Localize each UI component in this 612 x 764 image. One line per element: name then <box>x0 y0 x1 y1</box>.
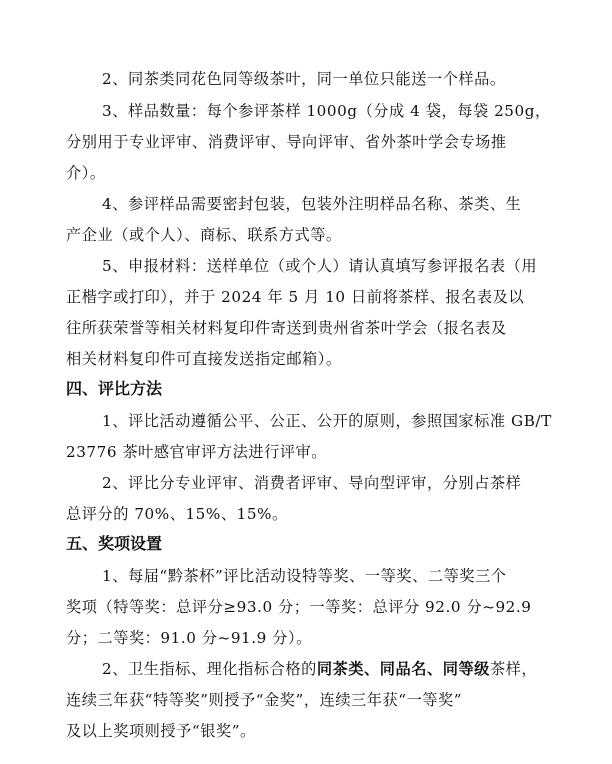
item-5-line-2: 正楷字或打印），并于 2024 年 5 月 10 日前将茶样、报名表及以 <box>66 288 525 306</box>
section-5-heading: 五、奖项设置 <box>66 534 163 553</box>
section-4-item-1-line-2: 23776 茶叶感官审评方法进行评审。 <box>66 443 328 461</box>
section-5-item-2-text-pre: 2、卫生指标、理化指标合格的 <box>102 660 317 678</box>
section-4-item-2-line-2: 总评分的 70%、15%、15%。 <box>66 505 288 523</box>
item-4-line-1: 4、参评样品需要密封包装，包装外注明样品名称、茶类、生 <box>102 195 522 213</box>
item-3-line-1: 3、样品数量：每个参评茶样 1000g（分成 4 袋，每袋 250g， <box>102 102 551 120</box>
section-4-item-2-line-1: 2、评比分专业评审、消费者评审、导向型评审，分别占茶样 <box>102 474 522 492</box>
section-4-heading: 四、评比方法 <box>66 379 163 398</box>
section-4-item-1-line-1: 1、评比活动遵循公平、公正、公开的原则，参照国家标准 GB/T <box>102 412 552 430</box>
section-5-item-1-line-1: 1、每届“黔茶杯”评比活动设特等奖、一等奖、二等奖三个 <box>102 567 507 585</box>
section-5-item-2-line-1 <box>102 659 552 679</box>
item-5-line-1: 5、申报材料：送样单位（或个人）请认真填写参评报名表（用 <box>102 257 538 275</box>
section-5-item-1-line-2: 奖项（特等奖：总评分≥93.0 分；一等奖：总评分 92.0 分~92.9 <box>66 598 532 616</box>
section-5-item-2-bold-phrase: 同茶类、同品名、同等级 <box>316 660 490 678</box>
section-5-item-2-line-3: 及以上奖项则授予“银奖”。 <box>66 722 256 740</box>
item-5-line-4: 相关材料复印件可直接发送指定邮箱）。 <box>66 350 342 368</box>
item-5-line-3: 往所获荣誉等相关材料复印件寄送到贵州省茶叶学会（报名表及 <box>66 319 507 337</box>
item-3-line-3: 介）。 <box>66 164 106 182</box>
item-4-line-2: 产企业（或个人）、商标、联系方式等。 <box>66 226 342 244</box>
section-5-item-2-line-2: 连续三年获“特等奖”则授予“金奖”，连续三年获“一等奖” <box>66 691 463 709</box>
item-2-line-1: 2、同茶类同花色同等级茶叶，同一单位只能送一个样品。 <box>102 70 506 88</box>
section-5-item-2-text-post: 茶样， <box>489 660 538 678</box>
item-3-line-2: 分别用于专业评审、消费评审、导向评审、省外茶叶学会专场推 <box>66 133 507 151</box>
section-5-item-1-line-3: 分；二等奖：91.0 分~91.9 分）。 <box>66 629 312 647</box>
